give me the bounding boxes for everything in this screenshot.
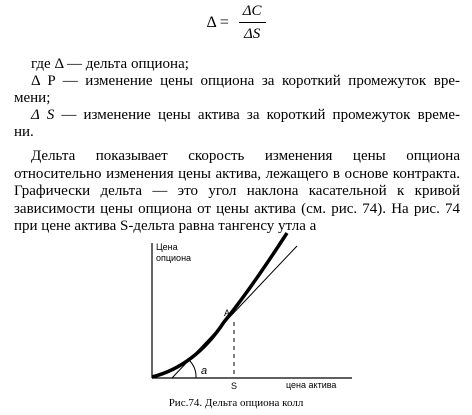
delta-s-symbol: Δ S [31,107,55,123]
point-a-label: A [224,308,231,318]
paragraph-text: Дельта показывает скорость изменения цены опциона относительно изменения цены актива, лежащего в основе контракта. Графически дельта — это угол наклона касательной к кривой зависимости цены опциона от цены актива (см. рис. 74). На рис. 74 при цене актива S-дельта равна тангенсу утла a [14,148,460,234]
formula-denominator: ΔS [243,26,261,42]
y-axis-label-1: Цена [156,242,178,252]
angle-label: a [201,365,208,377]
angle-arc [189,360,196,378]
y-axis-label-2: опциона [156,253,192,263]
definition-delta-p-cont: мени; [14,90,51,106]
definition-delta-p: Δ P — изменение цены опциона за короткий промежуток вре- [31,73,460,89]
figure-caption: Рис.74. Дельта опциона колл [168,397,304,409]
s-label: S [231,381,238,391]
formula-numerator: ΔC [239,4,266,23]
definition-delta-s-cont: ни. [14,124,34,140]
definition-delta: где Δ — дельта опциона; [31,56,189,72]
delta-s-text: — изменение цены актива за короткий промежуток време- [54,107,460,123]
x-axis-label: цена актива [286,380,337,390]
formula-lhs: Δ = [206,14,229,31]
